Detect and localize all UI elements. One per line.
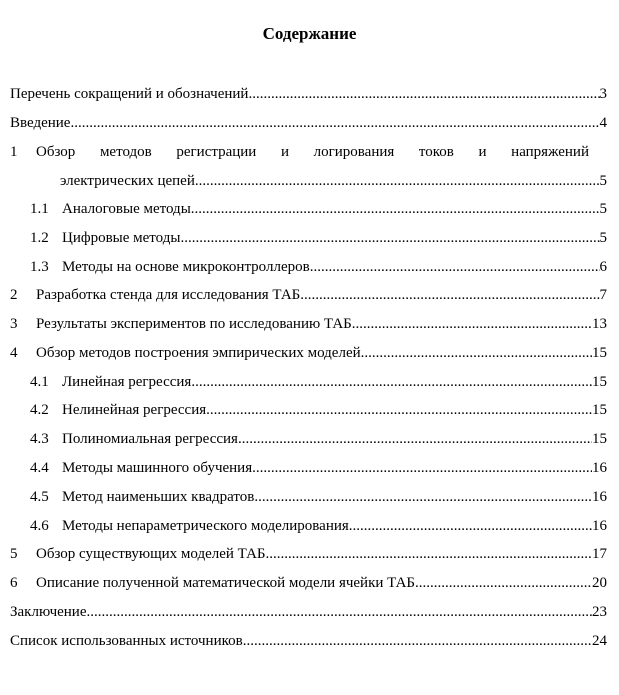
toc-entry-page: 15: [592, 345, 607, 361]
toc-entry-introduction[interactable]: [10, 113, 607, 133]
toc-entry-section-4-6[interactable]: [30, 516, 607, 536]
toc-entry-number: 4.4: [30, 460, 49, 476]
toc-leader-dots: [206, 400, 592, 420]
toc-word: токов: [418, 144, 454, 160]
toc-word: и: [478, 144, 487, 160]
toc-word: напряжений: [511, 144, 589, 160]
toc-entry-page: 20: [592, 575, 607, 591]
toc-entry-page: 16: [592, 518, 607, 534]
toc-entry-section-3[interactable]: [10, 314, 607, 334]
toc-entry-section-4-1[interactable]: [30, 372, 607, 392]
toc-entry-label: Обзор методов построения эмпирических моделей: [36, 345, 361, 361]
toc-entry-label: Разработка стенда для исследования ТАБ: [36, 287, 301, 303]
toc-entry-label: Методы на основе микроконтроллеров: [62, 259, 310, 275]
page-title: Содержание: [262, 24, 357, 43]
toc-entry-section-4[interactable]: [10, 343, 607, 363]
toc-entry-label: Обзор существующих моделей ТАБ: [36, 546, 266, 562]
toc-entry-page: 23: [592, 604, 607, 620]
toc-entry-number: 6: [10, 575, 18, 591]
toc-entry-number: 4.6: [30, 518, 49, 534]
toc-entry-page: 15: [592, 431, 607, 447]
toc-entry-number: 4.1: [30, 374, 49, 390]
toc-entry-label-words: [36, 142, 607, 162]
toc-entry-label: Методы машинного обучения: [62, 460, 253, 476]
toc-entry-section-6[interactable]: [10, 573, 607, 593]
toc-entry-page: 24: [592, 633, 607, 649]
toc-entry-page: 6: [599, 259, 607, 275]
toc-entry-page: 7: [599, 287, 607, 303]
toc-leader-dots: [195, 171, 600, 191]
toc-entry-section-1-2[interactable]: [30, 228, 607, 248]
toc-entry-page: 16: [592, 460, 607, 476]
toc-entry-label: Линейная регрессия: [62, 374, 192, 390]
toc-leader-dots: [191, 372, 592, 392]
toc-entry-label: Метод наименьших квадратов: [62, 489, 255, 505]
toc-entry-page: 3: [599, 86, 607, 102]
toc-entry-page: 5: [599, 230, 607, 246]
toc-leader-dots: [254, 487, 592, 507]
toc-entry-page: 13: [592, 316, 607, 332]
toc-entry-label: Список использованных источников: [10, 633, 243, 649]
toc-entry-page: 4: [599, 115, 607, 131]
toc-leader-dots: [415, 573, 592, 593]
toc-entry-section-4-2[interactable]: [30, 400, 607, 420]
toc-entry-number: 4: [10, 345, 18, 361]
toc-entry-label: Полиномиальная регрессия: [62, 431, 238, 447]
toc-word: и: [280, 144, 289, 160]
toc-leader-dots: [310, 257, 600, 277]
toc-entry-section-2[interactable]: [10, 285, 607, 305]
toc-leader-dots: [180, 228, 599, 248]
toc-word: логирования: [313, 144, 395, 160]
toc-entry-number: 1.1: [30, 201, 49, 217]
toc-entry-conclusion[interactable]: [10, 602, 607, 622]
toc-entry-label: электрических цепей: [60, 173, 195, 189]
toc-leader-dots: [361, 343, 592, 363]
toc-entry-line-1: [10, 142, 607, 162]
toc-entry-number: 4.3: [30, 431, 49, 447]
toc-entry-number: 1.2: [30, 230, 49, 246]
toc-entry-number: 3: [10, 316, 18, 332]
toc-entry-label: Описание полученной математической модели ячейки ТАБ: [36, 575, 416, 591]
toc-leader-dots: [248, 84, 599, 104]
toc-leader-dots: [252, 458, 592, 478]
toc-entry-page: 5: [599, 201, 607, 217]
toc-word: регистрации: [176, 144, 257, 160]
toc-word: методов: [99, 144, 152, 160]
toc-leader-dots: [352, 314, 592, 334]
toc-entry-label: Введение: [10, 115, 71, 131]
toc-entry-label: Нелинейная регрессия: [62, 402, 207, 418]
toc-entry-number: 4.5: [30, 489, 49, 505]
toc-entry-line-2: [10, 171, 607, 191]
toc-entry-section-4-4[interactable]: [30, 458, 607, 478]
toc-entry-page: 16: [592, 489, 607, 505]
toc-leader-dots: [70, 113, 599, 133]
toc-entry-number: 5: [10, 546, 18, 562]
toc-word: Обзор: [36, 144, 76, 160]
toc-entry-section-1-3[interactable]: [30, 257, 607, 277]
toc-entry-label: Цифровые методы: [62, 230, 181, 246]
toc-entry-page: 15: [592, 402, 607, 418]
toc-entry-label: Результаты экспериментов по исследованию ТАБ: [36, 316, 352, 332]
toc-entry-abbreviations[interactable]: [10, 84, 607, 104]
toc-leader-dots: [238, 429, 592, 449]
toc-entry-section-5[interactable]: [10, 544, 607, 564]
toc-entry-label: Методы непараметрического моделирования: [62, 518, 349, 534]
toc-entry-page: 15: [592, 374, 607, 390]
toc-entry-page: 17: [592, 546, 607, 562]
toc-entry-section-4-5[interactable]: [30, 487, 607, 507]
toc-entry-section-4-3[interactable]: [30, 429, 607, 449]
toc-leader-dots: [300, 285, 599, 305]
toc-entry-number: 4.2: [30, 402, 49, 418]
toc-entry-section-1[interactable]: [10, 142, 607, 191]
toc-entry-label: Заключение: [10, 604, 87, 620]
toc-entry-number: 2: [10, 287, 18, 303]
toc-leader-dots: [87, 602, 593, 622]
toc-entry-page: 5: [599, 173, 607, 189]
toc-entry-number: 1: [10, 144, 18, 160]
toc-leader-dots: [191, 199, 600, 219]
toc-entry-label: Аналоговые методы: [62, 201, 191, 217]
toc-leader-dots: [266, 544, 592, 564]
toc-leader-dots: [349, 516, 592, 536]
toc-entry-section-1-1[interactable]: [30, 199, 607, 219]
toc-entry-label: Перечень сокращений и обозначений: [10, 86, 249, 102]
toc-leader-dots: [243, 631, 592, 651]
toc-entry-references[interactable]: [10, 631, 607, 651]
toc-entry-number: 1.3: [30, 259, 49, 275]
